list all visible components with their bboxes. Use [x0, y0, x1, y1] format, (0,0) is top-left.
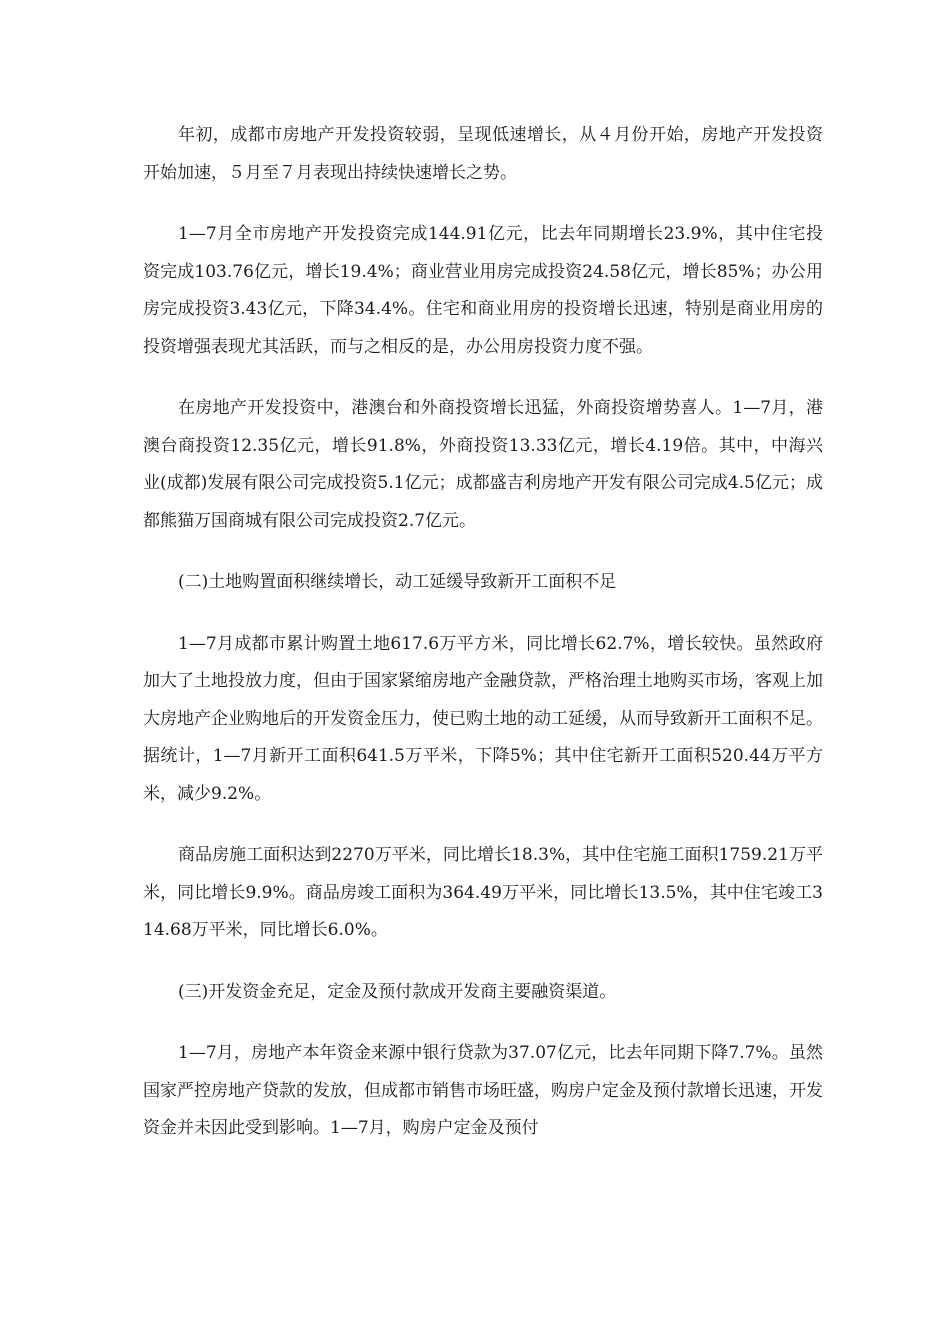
paragraph-construction-area: 商品房施工面积达到2270万平米，同比增长18.3%，其中住宅施工面积1759.21万平米，同比增长9.9%。商品房竣工面积为364.49万平米，同比增长13.5%，其中住宅竣工314.68万平米，同比增长6.0%。 [143, 845, 823, 940]
section-heading-land-purchase: (二)土地购置面积继续增长，动工延缓导致新开工面积不足 [178, 572, 617, 592]
paragraph-foreign-investment: 在房地产开发投资中，港澳台和外商投资增长迅猛，外商投资增势喜人。1—7月，港澳台商投资12.35亿元，增长91.8%，外商投资13.33亿元，增长4.19倍。其中，中海兴业(成都)发展有限公司完成投资5.1亿元；成都盛吉利房地产开发有限公司完成4.5亿元；成都熊猫万国商城有限公司完成投资2.7亿元。 [143, 398, 823, 531]
section-heading-funding: (三)开发资金充足，定金及预付款成开发商主要融资渠道。 [178, 981, 617, 1002]
paragraph-funding: 1—7月，房地产本年资金来源中银行贷款为37.07亿元，比去年同期下降7.7%。虽然国家严控房地产贷款的发放，但成都市销售市场旺盛，购房户定金及预付款增长迅速，开发资金并未因此受到影响。1—7月，购房户定金及预付 [143, 1043, 823, 1138]
document-body [143, 117, 823, 1172]
paragraph-investment-totals: 1—7月全市房地产开发投资完成144.91亿元，比去年同期增长23.9%，其中住宅投资完成103.76亿元，增长19.4%；商业营业用房完成投资24.58亿元，增长85%；办公用房完成投资3.43亿元，下降34.4%。住宅和商业用房的投资增长迅速，特别是商业用房的投资增强表现尤其活跃，而与之相反的是，办公用房投资力度不强。 [143, 224, 823, 357]
paragraph-land-purchase: 1—7月成都市累计购置土地617.6万平方米，同比增长62.7%，增长较快。虽然政府加大了土地投放力度，但由于国家紧缩房地产金融贷款，严格治理土地购买市场，客观上加大房地产企业购地后的开发资金压力，使已购土地的动工延缓，从而导致新开工面积不足。据统计，1—7月新开工面积641.5万平米，下降5%；其中住宅新开工面积520.44万平方米，减少9.2%。 [143, 633, 823, 804]
paragraph-investment-trend: 年初，成都市房地产开发投资较弱，呈现低速增长，从４月份开始，房地产开发投资开始加速，５月至７月表现出持续快速增长之势。 [143, 125, 823, 183]
